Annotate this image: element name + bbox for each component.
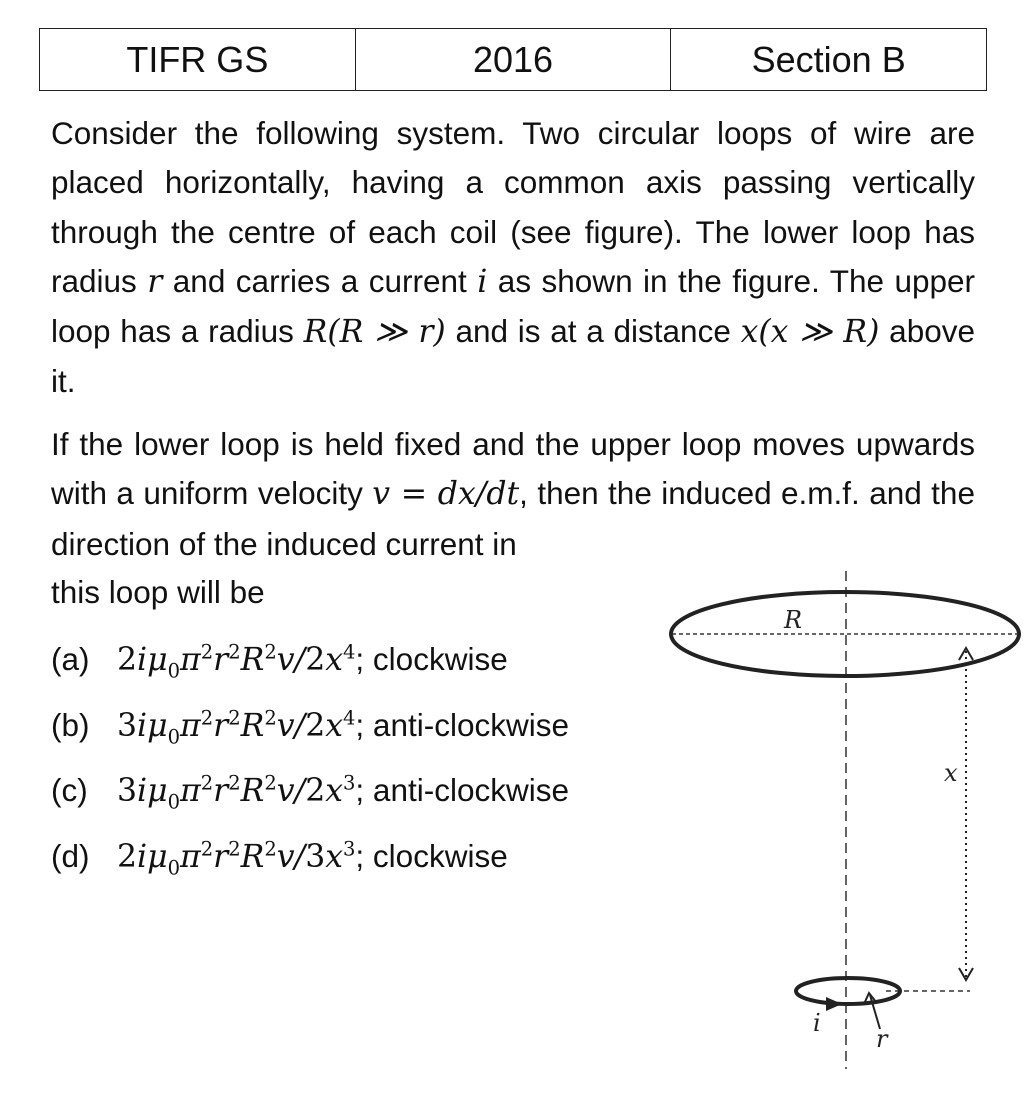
q-var-v: v = dx/dt <box>372 476 520 513</box>
q-text: above it. <box>51 313 976 400</box>
q-text: Consider the following system. Two circular loops of wire are placed horizontally, having a common axis passing vertically through the centre of each coil (see figure). The lower loop has radius <box>51 115 975 299</box>
option-power: 4 <box>343 706 356 730</box>
option-label: (b) <box>51 707 90 743</box>
option-coef: 2 <box>117 839 138 875</box>
option-label: (a) <box>51 641 90 677</box>
option-power: 4 <box>343 640 356 664</box>
label-r: r <box>876 1025 888 1053</box>
q-var-r: r <box>147 263 163 300</box>
option-a[interactable]: (a) $2i\mu_0\pi^2r^2R^2v/2x^4$; clockwise <box>51 640 508 683</box>
q-text: If the lower loop is held fixed and the upper loop moves upwards with a uniform velocity <box>51 426 975 512</box>
q-var-x: x(x ≫ R) <box>740 314 880 351</box>
q-text: and is at a distance <box>445 313 741 350</box>
option-power: 3 <box>343 837 356 861</box>
header-year: 2016 <box>355 29 671 91</box>
option-den: 2 <box>305 642 326 678</box>
q-text: , then the induced e.m.f. and the direction of the induced current in <box>51 475 975 562</box>
header-table <box>39 28 987 91</box>
current-arrow-icon <box>826 997 842 1011</box>
option-c[interactable]: (c) $3i\mu_0\pi^2r^2R^2v/2x^3$; anti-clockwise <box>51 771 569 814</box>
option-coef: 3 <box>117 773 138 809</box>
option-power: 3 <box>343 771 356 795</box>
option-direction: ; clockwise <box>355 641 508 677</box>
option-coef: 3 <box>117 708 138 744</box>
header-row <box>40 29 987 91</box>
question-paragraph-3 <box>51 568 651 617</box>
q-text: as shown in the figure. The upper loop has a radius <box>51 262 976 350</box>
option-label: (d) <box>51 838 90 874</box>
header-exam: TIFR GS <box>40 29 356 91</box>
option-den: 2 <box>305 708 326 744</box>
question-paragraph-1 <box>51 109 975 407</box>
q-text: this loop will be <box>51 574 265 610</box>
option-direction: ; anti-clockwise <box>355 707 569 743</box>
loops-figure <box>660 565 1026 1075</box>
q-var-R: R(R ≫ r) <box>303 314 446 351</box>
header-section: Section B <box>671 29 987 91</box>
option-label: (c) <box>51 772 88 808</box>
option-den: 3 <box>305 839 326 875</box>
option-direction: ; clockwise <box>355 838 508 874</box>
label-x: x <box>944 759 958 787</box>
question-paragraph-2 <box>51 420 975 569</box>
option-den: 2 <box>305 773 326 809</box>
lower-loop <box>796 978 900 1004</box>
q-var-i: i <box>477 263 488 300</box>
q-text: and carries a current <box>162 262 478 299</box>
option-d[interactable]: (d) $2i\mu_0\pi^2r^2R^2v/3x^3$; clockwise <box>51 837 508 880</box>
option-coef: 2 <box>117 642 138 678</box>
option-direction: ; anti-clockwise <box>355 772 569 808</box>
option-b[interactable]: (b) $3i\mu_0\pi^2r^2R^2v/2x^4$; anti-clockwise <box>51 706 569 749</box>
label-R: R <box>784 606 803 634</box>
label-i: i <box>813 1009 821 1037</box>
